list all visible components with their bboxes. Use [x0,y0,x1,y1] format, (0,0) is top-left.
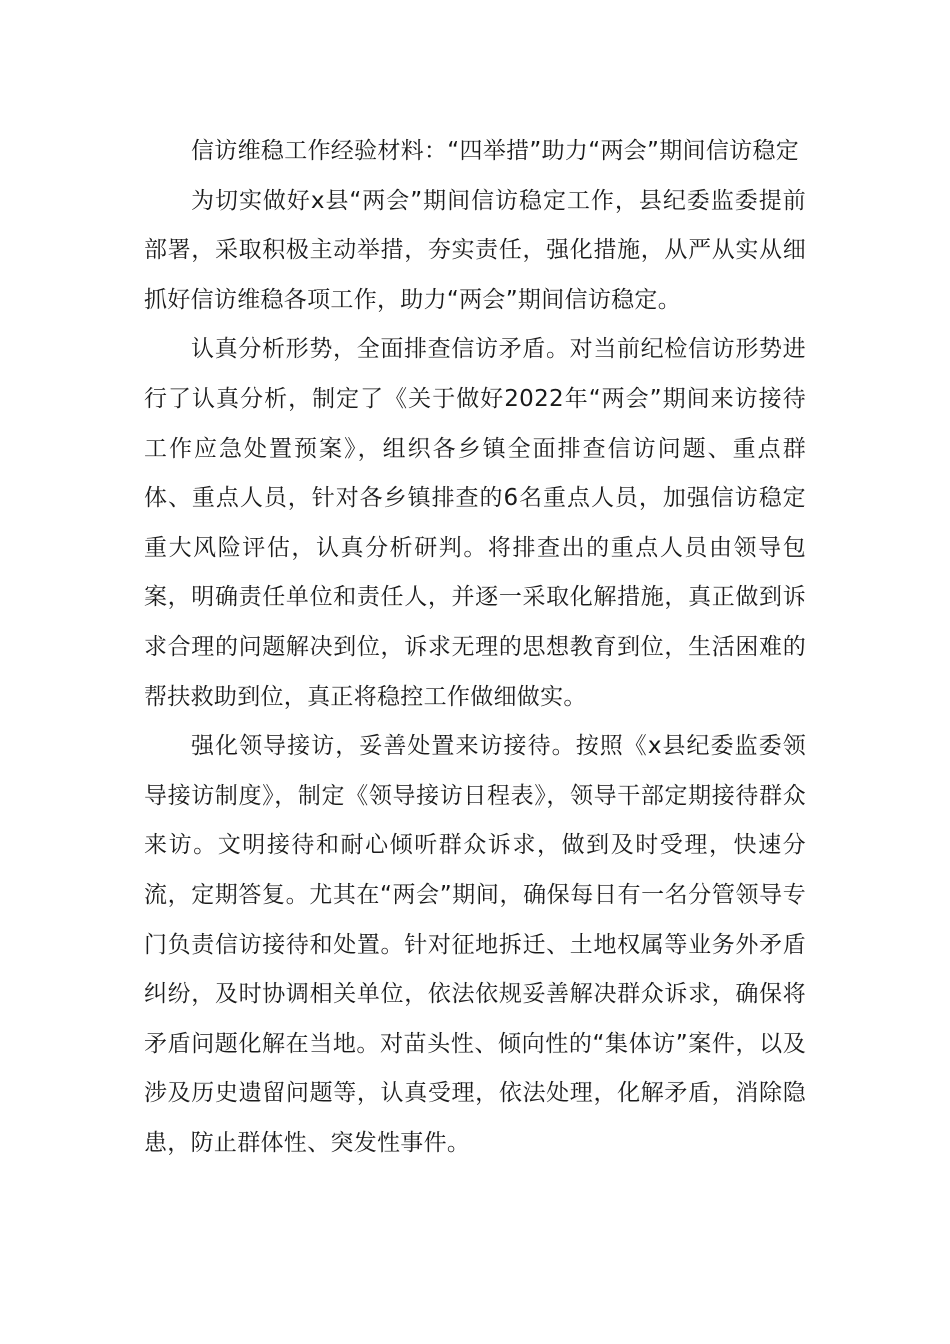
document-title: 信访维稳工作经验材料：“四举措”助力“两会”期间信访稳定 [191,138,800,164]
paragraph-intro: 为切实做好x县“两会”期间信访稳定工作，县纪委监委提前部署，采取积极主动举措，夯实责任，强化措施，从严从实从细抓好信访维稳各项工作，助力“两会”期间信访稳定。 [144,187,806,313]
document-page [144,127,806,1168]
paragraph-reception: 强化领导接访，妥善处置来访接待。按照《x县纪委监委领导接访制度》，制定《领导接访日程表》，领导干部定期接待群众来访。文明接待和耐心倾听群众诉求，做到及时受理，快速分流，定期答复。尤其在“两会”期间，确保每日有一名分管领导专门负责信访接待和处置。针对征地拆迁、土地权属等业务外矛盾纠纷，及时协调相关单位，依法依规妥善解决群众诉求，确保将矛盾问题化解在当地。对苗头性、倾向性的“集体访”案件，以及涉及历史遗留问题等，认真受理，依法处理，化解矛盾，消除隐患，防止群体性、突发性事件。 [144,733,806,1156]
paragraph-analysis: 认真分析形势，全面排查信访矛盾。对当前纪检信访形势进行了认真分析，制定了《关于做好2022年“两会”期间来访接待工作应急处置预案》，组织各乡镇全面排查信访问题、重点群体、重点人员，针对各乡镇排查的6名重点人员，加强信访稳定重大风险评估，认真分析研判。将排查出的重点人员由领导包案，明确责任单位和责任人，并逐一采取化解措施，真正做到诉求合理的问题解决到位，诉求无理的思想教育到位，生活困难的帮扶救助到位，真正将稳控工作做细做实。 [144,336,806,710]
